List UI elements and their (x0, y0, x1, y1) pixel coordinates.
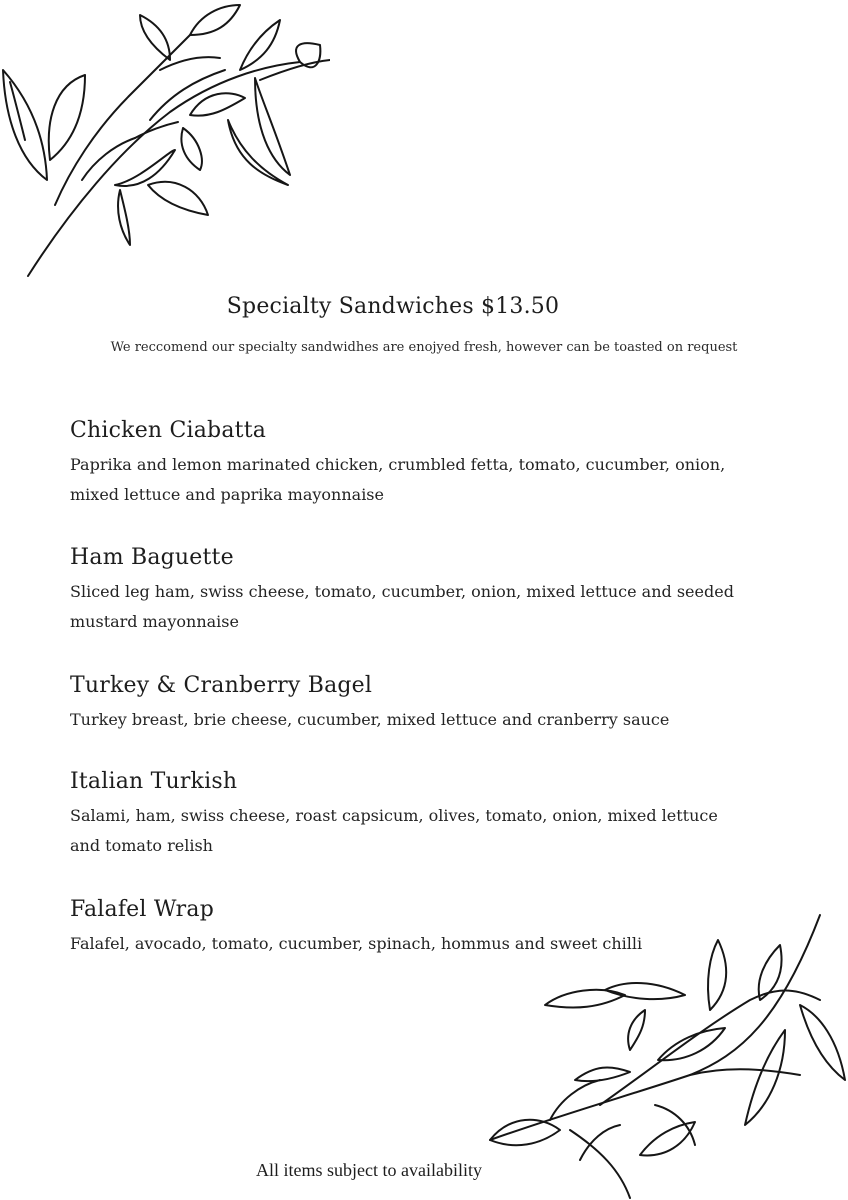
menu-item-name: Italian Turkish (70, 769, 238, 794)
menu-item-name: Falafel Wrap (70, 897, 214, 922)
menu-item (70, 767, 750, 861)
menu-item-name: Ham Baguette (70, 545, 234, 570)
menu-item-description-line: and tomato relish (70, 836, 213, 855)
leaf-branch-top-decoration (0, 0, 330, 280)
menu-item (70, 543, 750, 637)
menu-item (70, 416, 750, 510)
leaf-branch-bottom-decoration (480, 900, 848, 1200)
menu-item-description (70, 801, 750, 861)
menu-item-name: Chicken Ciabatta (70, 418, 267, 443)
menu-item-description-line: Turkey breast, brie cheese, cucumber, mixed lettuce and cranberry sauce (70, 710, 670, 729)
menu-item-description-line: Falafel, avocado, tomato, cucumber, spinach, hommus and sweet chilli (70, 934, 643, 953)
menu-item-description-line: mixed lettuce and paprika mayonnaise (70, 485, 384, 504)
menu-item-name: Turkey & Cranberry Bagel (70, 673, 373, 698)
menu-subtitle: We reccomend our specialty sandwidhes are enojyed fresh, however can be toasted on request (110, 340, 738, 355)
menu-item-description-line: Salami, ham, swiss cheese, roast capsicum, olives, tomato, onion, mixed lettuce (70, 806, 718, 825)
menu-item (70, 671, 750, 735)
availability-note: All items subject to availability (256, 1160, 482, 1180)
menu-item-description (70, 705, 750, 735)
menu-item-description-line: Paprika and lemon marinated chicken, crumbled fetta, tomato, cucumber, onion, (70, 455, 726, 474)
menu-title: Specialty Sandwiches $13.50 (226, 294, 560, 319)
menu-item-description-line: Sliced leg ham, swiss cheese, tomato, cucumber, onion, mixed lettuce and seeded (70, 582, 734, 601)
menu-item-description (70, 577, 750, 637)
menu-item-description-line: mustard mayonnaise (70, 612, 239, 631)
menu-item-description (70, 450, 750, 510)
